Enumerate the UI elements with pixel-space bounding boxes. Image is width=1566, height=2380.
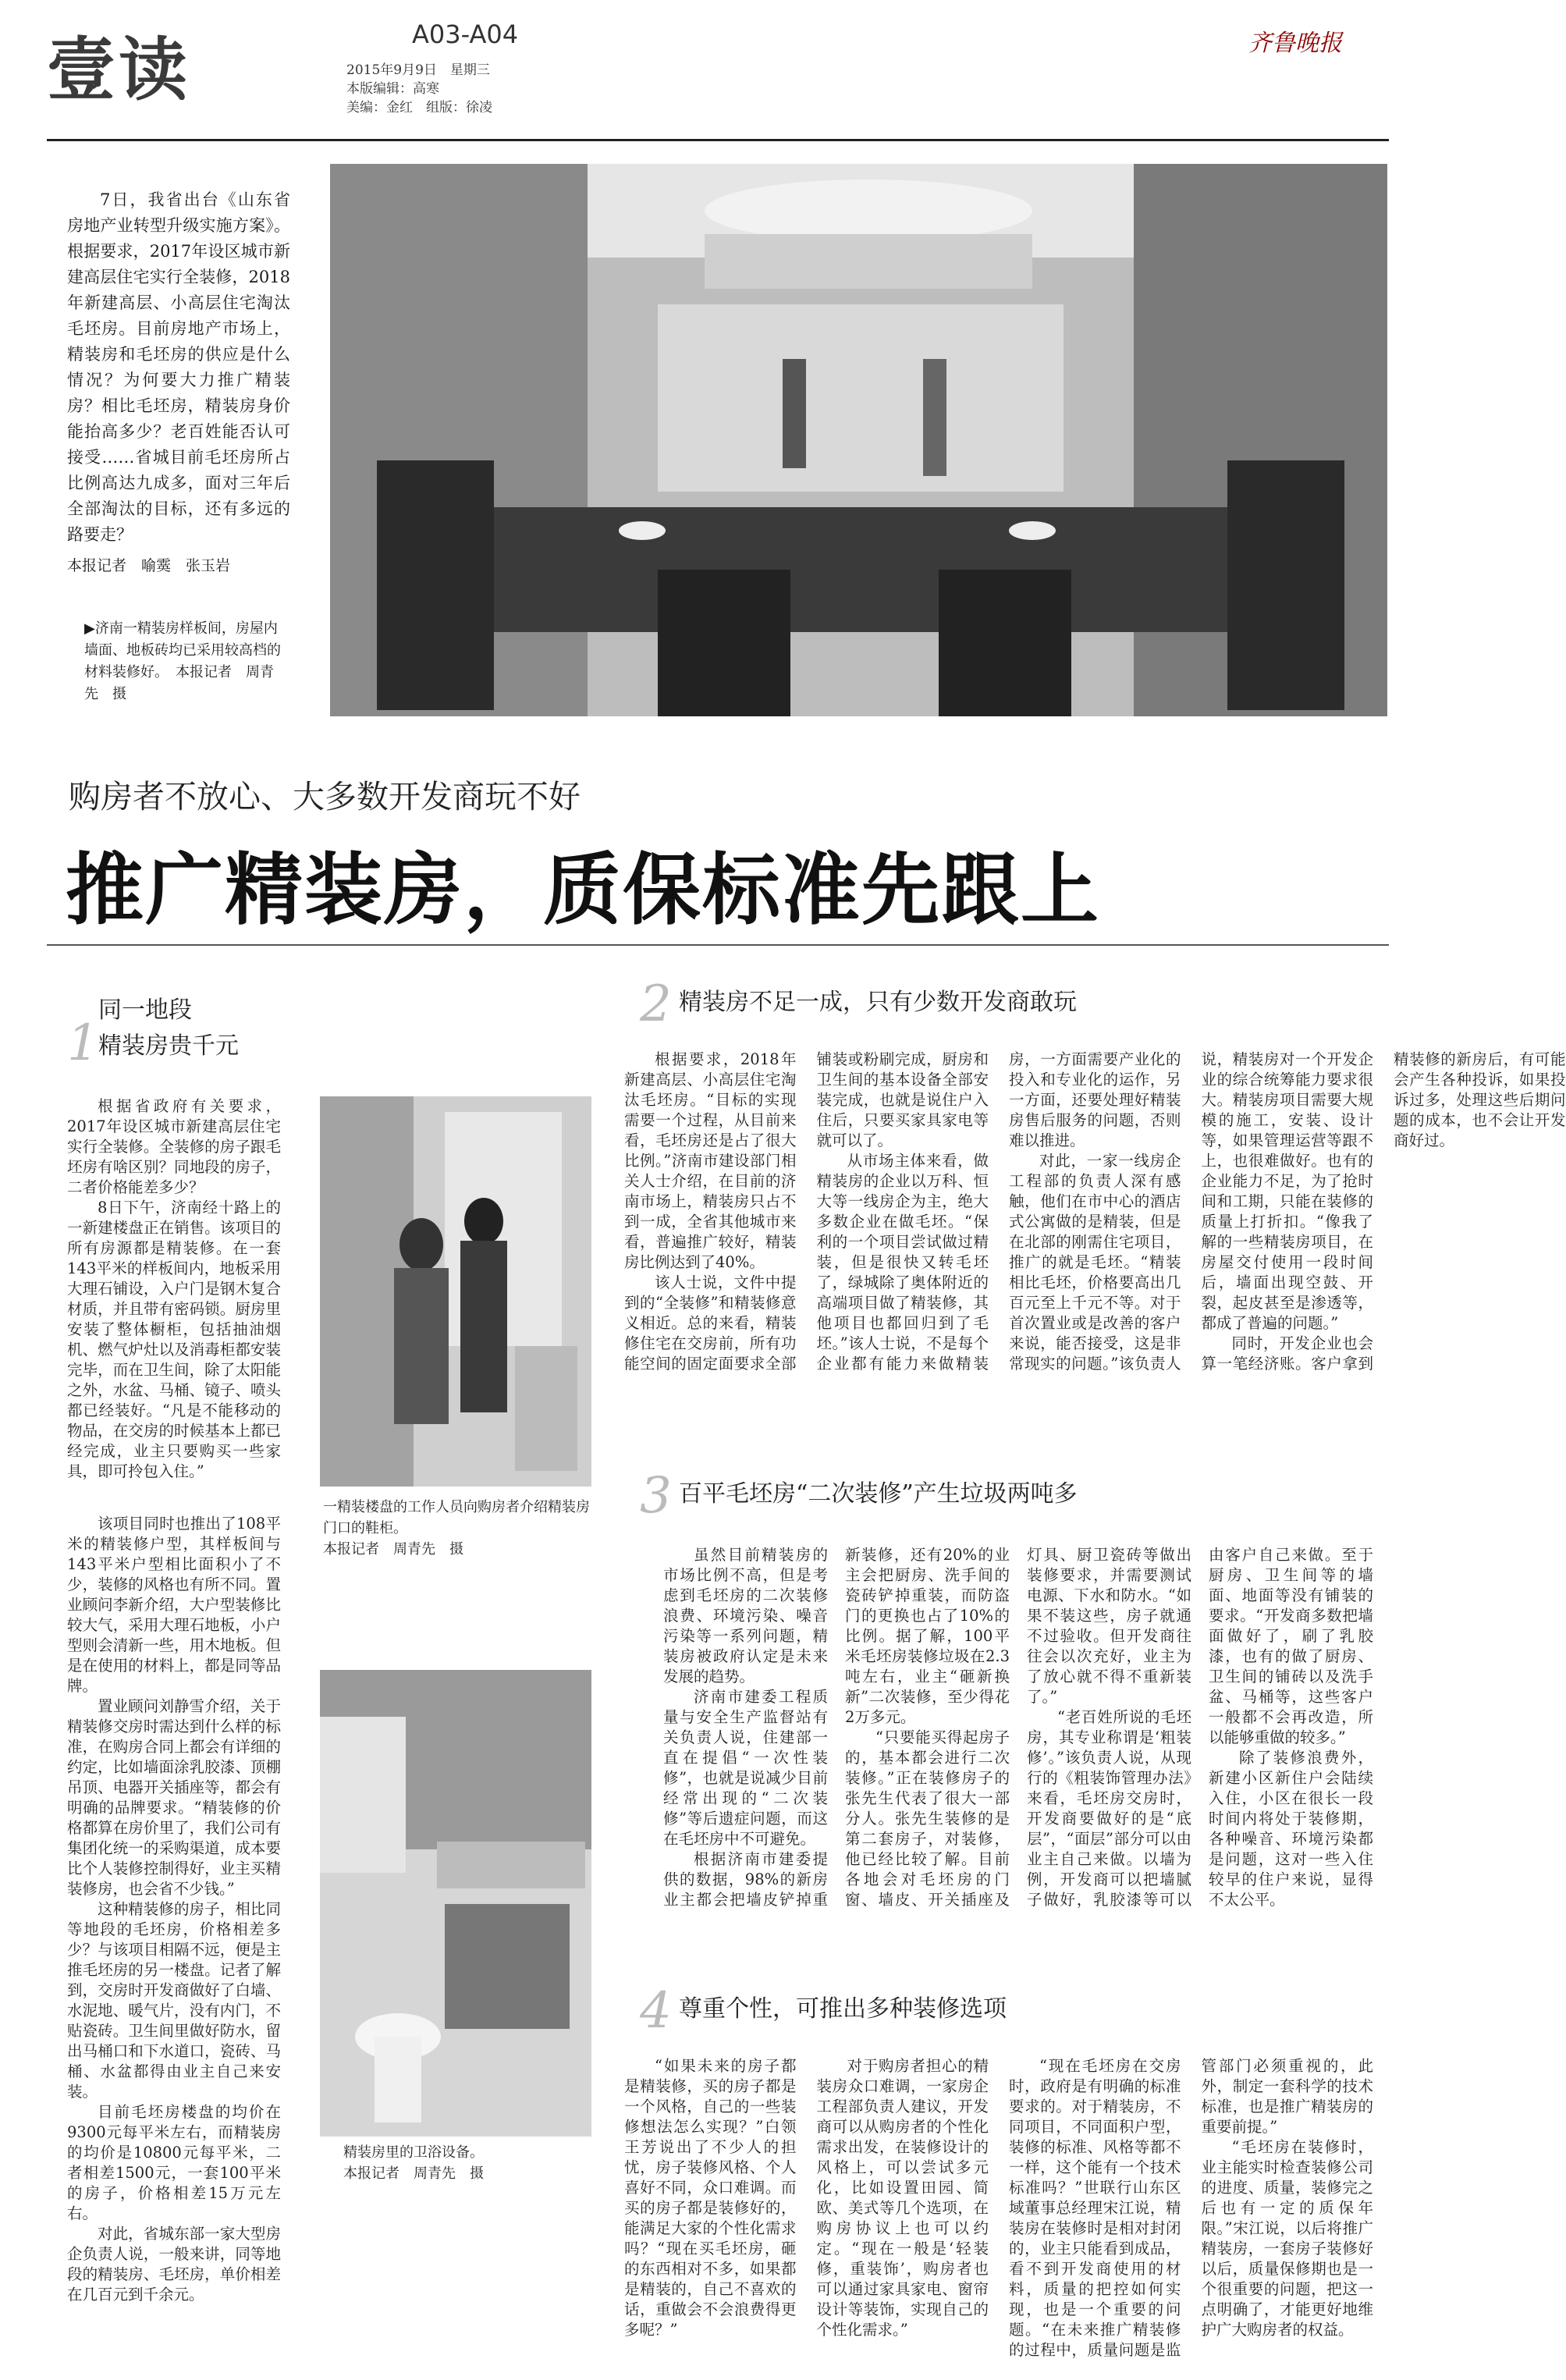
photo-bathroom (320, 1670, 591, 2137)
paragraph: 对此，省城东部一家大型房企负责人说，一般来讲，同等地段的精装房、毛坯房，单价相差在几百元到千余元。 (67, 2225, 281, 2304)
paragraph: 对于购房者担心的精装房众口难调，一家房企工程部负责人建议，开发商可以从购房者的个性化需求出发，在装修设计的风格上，可以尝试多元化，比如设置田园、简欧、美式等几个选项，在购房协议上也可以约定。“现在一般是‘轻装修，重装饰’，购房者也可以通过家具家电、窗帘设计等装饰，实现自己的个性化需求。” (816, 2057, 989, 2339)
design-credit: 美编：金红 组版：徐凌 (346, 100, 492, 115)
paragraph: “如果未来的房子都是精装修，买的房子都是一个风格，自己的一些装修想法怎么实现？”白领王芳说出了不少人的担忧，房子装修风格、个人喜好不同，众口难调。而买的房子都是装修好的，能满足大家的个性化需求吗？“现在买毛坯房，砸的东西相对不多，如果都是精装的，自己不喜欢的话，重做会不会浪费得更多呢？” (624, 2057, 797, 2339)
paragraph: 根据省政府有关要求，2017年设区城市新建高层住宅实行全装修。全装修的房子跟毛坯房有啥区别？同地段的房子，二者价格能差多少？ (67, 1097, 281, 1196)
issue-date: 2015年9月9日 星期三 (346, 62, 490, 78)
paragraph: 虽然目前精装房的市场比例不高，但是考虑到毛坯房的二次装修浪费、环境污染、噪音污染等一系列问题，精装房被政府认定是未来发展的趋势。 (663, 1546, 828, 1686)
lead-paragraph (67, 187, 290, 548)
lead-text: 7日，我省出台《山东省房地产业转型升级实施方案》。根据要求，2017年设区城市新建高层住宅实行全装修，2018年新建高层、小高层住宅淘汰毛坯房。目前房地产市场上，精装房和毛坯房的供应是什么情况？为何要大力推广精装房？相比毛坯房，精装房身价能抬高多少？老百姓能否认可接受……省城目前毛坯房所占比例高达九成多，面对三年后全部淘汰的目标，还有多远的路要走？ (67, 190, 290, 544)
section1-body-continued (67, 1514, 281, 2305)
paragraph: “老百姓所说的毛坯房，其专业称谓是‘粗装修’。”该负责人说，从现行的《粗装饰管理办法》来看，毛坯房交房时，开发商要做好的是“底层”，“面层”部分可以由业主自己来做。以墙为例，开发商可以把墙腻子做好，乳胶漆等可以由客户自己来做。至于厨房、卫生间等的墙面、地面等没有铺装的要求。“开发商多数把墙面做好了，刷了乳胶漆，也有的做了厨房、卫生间的铺砖以及洗手盆、马桶等，这些客户一般都不会再改造，所以能够重做的较多。” (1027, 1546, 1373, 1909)
headline-kicker: 购房者不放心、大多数开发商玩不好 (69, 778, 581, 815)
paragraph: 同时，开发企业也会算一笔经济账。客户拿到精装修的新房后，有可能会产生各种投诉，如果投诉过多，处理这些后期问题的成本，也不会让开发商好过。 (1201, 1050, 1566, 1373)
photo2-caption: 一精装楼盘的工作人员向购房者介绍精装房门口的鞋柜。 本报记者 周青先 摄 (323, 1499, 590, 1558)
paragraph: 该项目同时也推出了108平米的精装修户型，其样板间与143平米户型相比面积小了不少，装修的风格也有所不同。置业顾问李新介绍，大户型装修比较大气，采用大理石地板，小户型则会清新一些，用木地板。但是在使用的材料上，都是同等品牌。 (67, 1515, 281, 1695)
section1-body-top (67, 1096, 281, 1482)
editor-credit: 本版编辑：高寒 (346, 81, 439, 97)
main-photo-dining-room (330, 164, 1387, 716)
lead-byline: 本报记者 喻霙 张玉岩 (67, 557, 231, 574)
headline-main: 推广精装房，质保标准先跟上 (66, 844, 1100, 936)
paragraph: 除了装修浪费外，新建小区新住户会陆续入住，小区在很长一段时间内将处于装修期，各种噪音、环境污染都是问题，这对一些入住较早的住户来说，显得不太公平。 (1209, 1749, 1373, 1909)
photo3-caption: 精装房里的卫浴设备。 本报记者 周青先 摄 (343, 2144, 484, 2182)
paragraph: 济南市建委工程质量与安全生产监督站有关负责人说，住建部一直在提倡“一次性装修”，也就是说减少目前经常出现的“二次装修”等后遗症问题，而这在毛坯房中不可避免。 (663, 1688, 828, 1848)
paragraph: 根据要求，2018年新建高层、小高层住宅淘汰毛坯房。“目标的实现需要一个过程，从目前来看，毛坯房还是占了很大比例。”济南市建设部门相关人士介绍，在目前的济南市场上，精装房只占不到一成，全省其他城市来看，普遍推广较好，精装房比例达到了40%。 (624, 1050, 797, 1271)
section1-title (98, 993, 239, 1064)
paragraph: “只要能买得起房子的，基本都会进行二次装修。”正在装修房子的张先生代表了很大一部分人。张先生装修的是第二套房子，对装修，他已经比较了解。目前各地会对毛坯房的门窗、墙皮、开关插座及灯具、厨卫瓷砖等做出装修要求，并需要测试电源、下水和防水。“如果不装这些，房子就通不过验收。但开发商往往会以次充好，业主为了放心就不得不重新装了。” (845, 1546, 1191, 1909)
newspaper-logo: 齐鲁晚报 (1248, 30, 1342, 57)
masthead-title: 壹读 (47, 30, 191, 110)
section4-title: 尊重个性，可推出多种装修选项 (679, 1995, 1007, 2023)
section1-title-line2: 精装房贵千元 (98, 1032, 239, 1060)
section1-title-line1: 同一地段 (98, 996, 192, 1024)
section3-title: 百平毛坯房“二次装修”产生垃圾两吨多 (679, 1480, 1078, 1508)
section3-body (663, 1545, 1373, 1951)
headline-rule (47, 944, 1389, 946)
section2-title: 精装房不足一成，只有少数开发商敢玩 (679, 989, 1077, 1016)
section4-number: 4 (640, 1982, 672, 2040)
section2-body (624, 1050, 1566, 1393)
paragraph: 这种精装修的房子，相比同等地段的毛坯房，价格相差多少？与该项目相隔不远，便是主推毛坯房的另一楼盘。记者了解到，交房时开发商做好了白墙、水泥地、暖气片，没有内门，不贴瓷砖。卫生间里做好防水，留出马桶口和下水道口，瓷砖、马桶、水盆都得由业主自己来安装。 (67, 1900, 281, 2101)
paragraph: “毛坯房在装修时，业主能实时检查装修公司的进度、质量，装修完之后也有一定的质保年限。”宋江说，以后将推广精装房，一套房子装修好以后，质量保修期也是一个很重要的问题，把这一点明确了，才能更好地维护广大购房者的权益。 (1201, 2138, 1373, 2339)
paragraph: 置业顾问刘静雪介绍，关于精装修交房时需达到什么样的标准，在购房合同上都会有详细的约定，比如墙面涂乳胶漆、顶棚吊顶、电器开关插座等，都会有明确的品牌要求。“精装修的价格都算在房价里了，我们公司有集团化统一的采购渠道，成本要比个人装修控制得好，业主买精装修房，也会省不少钱。” (67, 1697, 281, 1898)
section3-number: 3 (640, 1467, 672, 1525)
section4-body (624, 2056, 1373, 2368)
page-range: A03-A04 (412, 20, 519, 49)
paragraph: 对此，一家一线房企工程部的负责人深有感触，他们在市中心的酒店式公寓做的是精装，但是在北部的刚需住宅项目，推广的就是毛坯。“精装相比毛坯，价格要高出几百元至上千元不等。对于首次置业或是改善的客户来说，能否接受，这是非常现实的问题。”该负责人说，精装房对一个开发企业的综合统筹能力要求很大。精装房项目需要大规模的施工，安装、设计等，如果管理运营等跟不上，也很难做好。也有的企业能力不足，为了抢时间和工期，只能在装修的质量上打折扣。“像我了解的一些精装房项目，在房屋交付使用一段时间后，墙面出现空鼓、开裂，起皮甚至是渗透等，都成了普遍的问题。” (1009, 1050, 1373, 1373)
main-photo-caption: ▶济南一精装房样板间，房屋内墙面、地板砖均已采用较高档的材料装修好。 本报记者 周青先 摄 (84, 620, 281, 702)
paragraph: “现在毛坯房在交房时，政府是有明确的标准要求的。对于精装房，不同项目，不同面积户型，装修的标准、风格等都不一样，这个能有一个技术标准吗？”世联行山东区域董事总经理宋江说，精装房在装修时是相对封闭的，业主只能看到成品，看不到开发商使用的材料，质量的把控如何实现，也是一个重要的问题。“在未来推广精装修的过程中，质量问题是监管部门必须重视的，此外，制定一套科学的技术标准，也是推广精装房的重要前提。” (1009, 2057, 1373, 2359)
masthead-rule (47, 139, 1389, 141)
paragraph: 目前毛坯房楼盘的均价在9300元每平米左右，而精装房的均价是10800元每平米，二者相差1500元，一套100平米的房子，价格相差15万元左右。 (67, 2103, 281, 2222)
paragraph: 根据济南市建委提供的数据，98%的新房业主都会把墙皮铲掉重新装修，还有20%的业主会把厨房、洗手间的瓷砖铲掉重装，而防盗门的更换也占了10%的比例。据了解，100平米毛坯房装修垃圾在2.3吨左右，业主“砸新换新”二次装修，至少得花2万多元。 (663, 1546, 1010, 1909)
section2-number: 2 (640, 975, 672, 1033)
edition-meta (346, 61, 492, 117)
paragraph: 该人士说，文件中提到的“全装修”和精装修意义相近。总的来看，精装修住宅在交房前，所有功能空间的固定面要求全部铺装或粉刷完成，厨房和卫生间的基本设备全部安装完成，也就是说住户入住后，只要买家具家电等就可以了。 (624, 1050, 989, 1373)
photo-shoe-cabinet (320, 1096, 591, 1487)
paragraph: 8日下午，济南经十路上的一新建楼盘正在销售。该项目的所有房源都是精装修。在一套143平米的样板间内，地板采用大理石铺设，入户门是钢木复合材质，并且带有密码锁。厨房里安装了整体橱柜，包括抽油烟机、燃气炉灶以及消毒柜都安装完毕，而在卫生间，除了太阳能之外，水盆、马桶、镜子、喷头都已经装好。“凡是不能移动的物品，在交房的时候基本上都已经完成，业主只要购买一些家具，即可拎包入住。” (67, 1199, 281, 1480)
section1-number: 1 (67, 1014, 99, 1072)
paragraph: 从市场主体来看，做精装房的企业以万科、恒大等一线房企为主，绝大多数企业在做毛坯。“保利的一个项目尝试做过精装，但是很快又转毛坯了，绿城除了奥体附近的高端项目做了精装修，其他项目也都回归到了毛坯。”该人士说，不是每个企业都有能力来做精装房，一方面需要产业化的投入和专业化的运作，另一方面，还要处理好精装房售后服务的问题，否则难以推进。 (816, 1050, 1181, 1373)
